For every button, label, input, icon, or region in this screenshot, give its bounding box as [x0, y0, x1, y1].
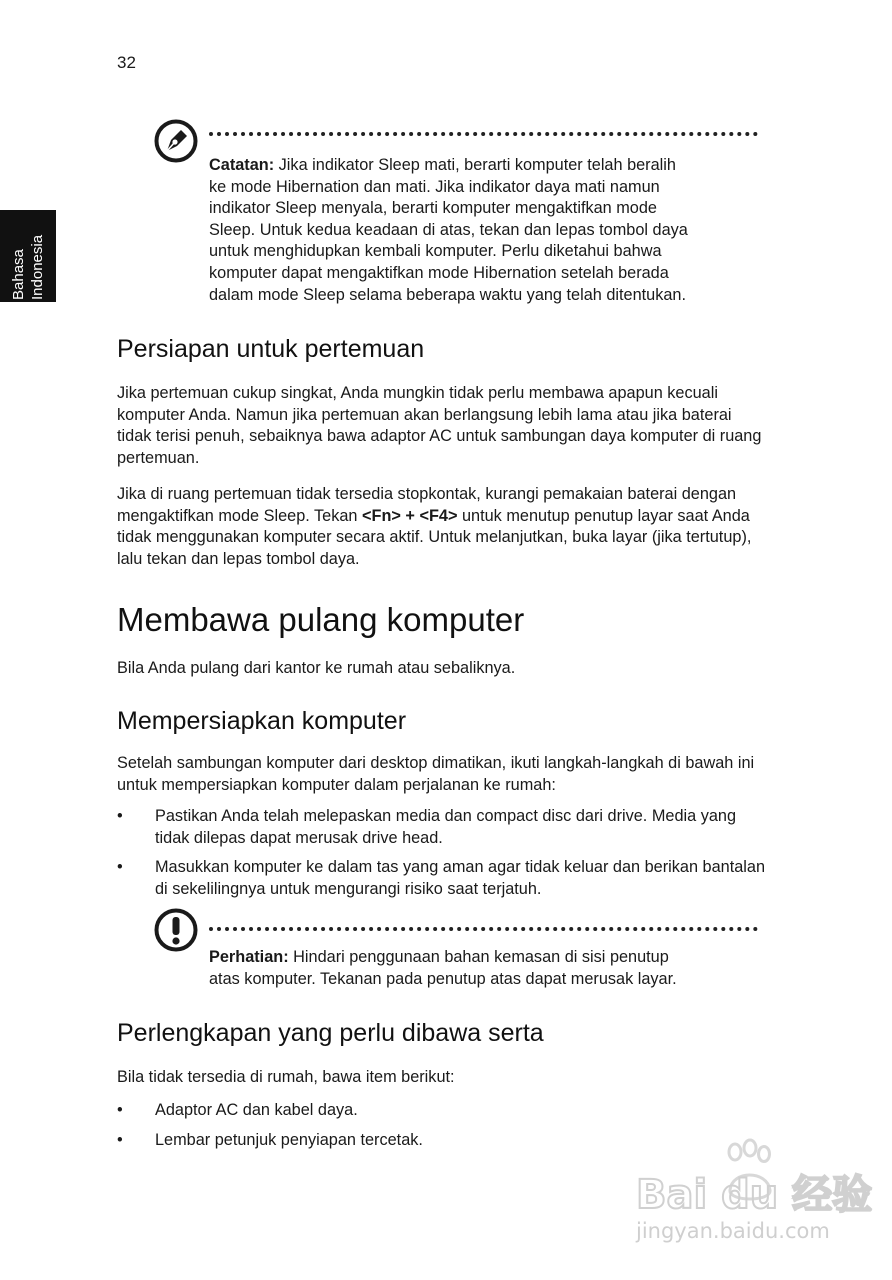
prepare-bullet-list	[117, 806, 767, 908]
warning-label: Perhatian:	[209, 948, 289, 966]
language-side-tab-label	[5, 208, 51, 300]
warning-line: atas komputer. Tekanan pada penutup atas dapat merusak layar.	[209, 969, 677, 988]
note-text	[209, 155, 758, 306]
side-tab-line-1: Bahasa	[10, 249, 27, 300]
watermark-brand: Bai du 经验	[636, 1172, 873, 1218]
bullet: •	[117, 858, 123, 877]
note-line: Sleep. Untuk kedua keadaan di atas, tekan dan lepas tombol daya	[209, 220, 688, 239]
note-line: Jika indikator Sleep mati, berarti komputer telah beralih	[274, 156, 676, 174]
section-heading-meeting: Persiapan untuk pertemuan	[117, 335, 425, 363]
warning-exclamation-icon	[153, 907, 199, 953]
bullet: •	[117, 1101, 123, 1119]
note-line: ke mode Hibernation dan mati. Jika indikator daya mati namun	[209, 177, 660, 196]
meeting-paragraph-2-text: untuk menutup penutup layar saat Anda tidak menggunakan komputer secara aktif. Untuk melanjutkan, buka layar (jika tertutup), lalu tekan dan lepas tombol daya.	[117, 506, 752, 568]
section-heading-prepare: Mempersiapkan komputer	[117, 707, 407, 735]
meeting-paragraph-2	[117, 484, 767, 570]
warning-divider	[209, 927, 758, 931]
list-item-text: Masukkan komputer ke dalam tas yang aman agar tidak keluar dan berikan bantalan di sekelilingnya untuk mengurangi risiko saat terjatuh.	[155, 858, 765, 898]
note-line: untuk menghidupkan kembali komputer. Perlu diketahui bahwa	[209, 242, 662, 261]
meeting-paragraph-1: Jika pertemuan cukup singkat, Anda mungkin tidak perlu membawa apapun kecuali komputer Anda. Namun jika pertemuan akan berlangsung lebih lama atau jika baterai tidak terisi penuh, sebaiknya bawa adaptor AC untuk sambungan daya komputer di ruang pertemuan.	[117, 384, 762, 467]
note-callout	[153, 118, 758, 308]
note-line: indikator Sleep menyala, berarti komputer mengaktifkan mode	[209, 199, 657, 218]
bullet: •	[117, 1130, 123, 1149]
side-tab-line-2: Indonesia	[29, 234, 46, 300]
page-number: 32	[117, 53, 136, 72]
list-item-text: Adaptor AC dan kabel daya.	[155, 1101, 358, 1119]
note-line: komputer dapat mengaktifkan mode Hibernation setelah berada	[209, 263, 669, 282]
list-item	[117, 806, 767, 849]
warning-text	[209, 947, 758, 990]
equipment-intro: Bila tidak tersedia di rumah, bawa item berikut:	[117, 1068, 455, 1086]
key-combo: <Fn> + <F4>	[361, 506, 458, 525]
note-pen-icon	[153, 118, 199, 164]
section-heading-equipment: Perlengkapan yang perlu dibawa serta	[117, 1019, 544, 1047]
warning-callout	[153, 907, 758, 997]
prepare-intro: Setelah sambungan komputer dari desktop dimatikan, ikuti langkah-langkah di bawah ini untuk mempersiapkan komputer dalam perjalanan ke rumah:	[117, 754, 755, 794]
note-divider	[209, 132, 758, 136]
warning-line: Hindari penggunaan bahan kemasan di sisi penutup	[288, 948, 669, 966]
list-item-text: Lembar petunjuk penyiapan tercetak.	[155, 1130, 423, 1149]
watermark-url: jingyan.baidu.com	[636, 1219, 830, 1243]
note-label: Catatan:	[209, 156, 275, 174]
note-line: dalam mode Sleep selama beberapa waktu yang telah ditentukan.	[209, 285, 686, 304]
bullet: •	[117, 807, 123, 825]
list-item-text: Pastikan Anda telah melepaskan media dan compact disc dari drive. Media yang tidak dilepas dapat merusak drive head.	[155, 807, 737, 847]
meeting-paragraph-2-text: Jika di ruang pertemuan tidak tersedia stopkontak, kurangi pemakaian baterai dengan mengaktifkan mode Sleep. Tekan	[117, 485, 737, 525]
list-item	[117, 857, 767, 900]
list-item	[117, 1100, 767, 1122]
home-intro: Bila Anda pulang dari kantor ke rumah atau sebaliknya.	[117, 659, 516, 677]
chapter-heading-home: Membawa pulang komputer	[117, 601, 525, 638]
baidu-jingyan-watermark	[632, 1140, 873, 1250]
